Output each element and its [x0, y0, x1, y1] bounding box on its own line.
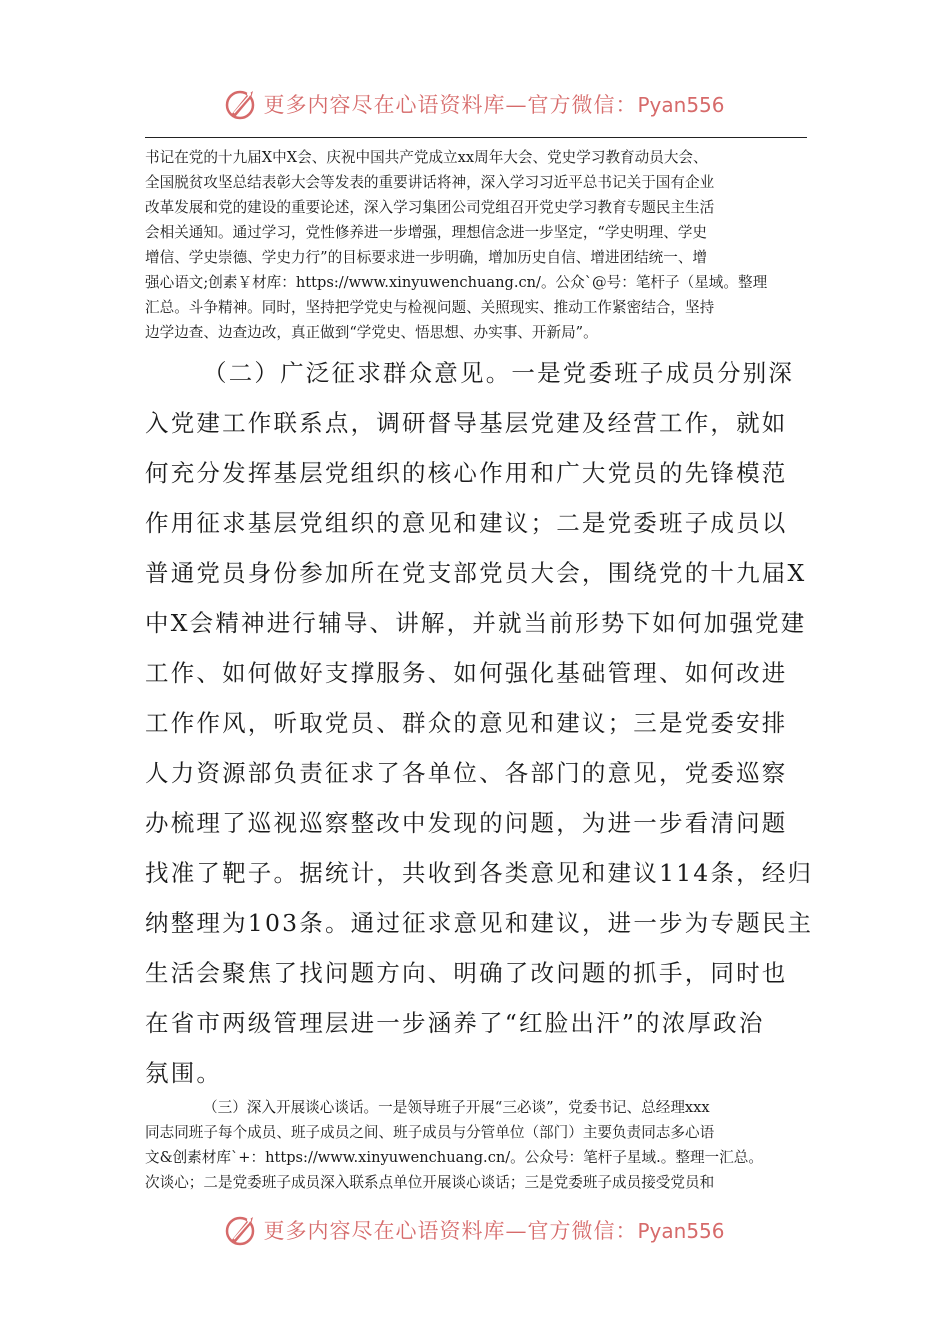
paragraph-line: 氛围。 [145, 1059, 223, 1087]
paragraph-line: 作用征求基层党组织的意见和建议；二是党委班子成员以 [145, 509, 788, 537]
paragraph-line: 工作作风，听取党员、群众的意见和建议；三是党委安排 [145, 709, 788, 737]
paragraph-line: 汇总。斗争精神。同时，坚持把学党史与检视问题、关照现实、推动工作紧密结合，坚持 [145, 299, 715, 316]
paragraph-line: 入党建工作联系点，调研督导基层党建及经营工作，就如 [145, 409, 788, 437]
header-banner-id: Pyan556 [637, 93, 725, 117]
paragraph-line: 文&创素材库`+：https://www.xinyuwenchuang.cn/。公众号：笔杆子星域.。整理一汇总。 [145, 1149, 763, 1166]
footer-banner-text: 更多内容尽在心语资料库—官方微信：Pyan556 [263, 1219, 725, 1243]
paragraph-line: （二）广泛征求群众意见。一是党委班子成员分别深 [203, 359, 795, 387]
paragraph-line: 全国脱贫攻坚总结表彰大会等发表的重要讲话将神，深入学习习近平总书记关于国有企业 [145, 174, 715, 191]
paragraph-line: 办梳理了巡视巡察整改中发现的问题，为进一步看清问题 [145, 809, 788, 837]
paragraph-line: 在省市两级管理层进一步涵养了“红脸出汗”的浓厚政治 [145, 1009, 765, 1037]
paragraph-3 [145, 1095, 807, 1195]
header-divider [145, 137, 807, 138]
paragraph-line: 增信、学史崇德、学史力行”的目标要求进一步明确，增加历史自信、增进团结统一、增 [145, 249, 708, 266]
pen-nib-logo-icon [225, 1213, 259, 1247]
paragraph-line: 次谈心；二是党委班子成员深入联系点单位开展谈心谈话；三是党委班子成员接受党员和 [145, 1174, 715, 1191]
paragraph-line: （三）深入开展谈心谈话。一是领导班子开展“三必谈”，党委书记、总经理xxx [203, 1099, 710, 1116]
footer-banner [0, 1208, 950, 1252]
paragraph-line: 改革发展和党的建设的重要论述，深入学习集团公司党组召开党史学习教育专题民主生活 [145, 199, 715, 216]
header-banner [0, 82, 950, 126]
paragraph-line: 边学边查、边查边改，真正做到“学党史、悟思想、办实事、开新局”。 [145, 324, 598, 341]
header-banner-text: 更多内容尽在心语资料库—官方微信：Pyan556 [263, 93, 725, 117]
paragraph-1 [145, 145, 807, 345]
paragraph-line: 同志同班子每个成员、班子成员之间、班子成员与分管单位（部门）主要负责同志多心语 [145, 1124, 715, 1141]
paragraph-line: 纳整理为103条。通过征求意见和建议，进一步为专题民主 [145, 909, 814, 937]
footer-banner-id: Pyan556 [637, 1219, 725, 1243]
pen-nib-logo-icon [225, 87, 259, 121]
paragraph-2 [145, 348, 814, 1098]
paragraph-line: 人力资源部负责征求了各单位、各部门的意见，党委巡察 [145, 759, 788, 787]
paragraph-line: 会相关通知。通过学习，党性修养进一步增强，理想信念进一步坚定，“学史明理、学史 [145, 224, 708, 241]
paragraph-line: 工作、如何做好支撑服务、如何强化基础管理、如何改进 [145, 659, 788, 687]
paragraph-line: 强心语文;创素￥材库：https://www.xinyuwenchuang.cn/。公众`@号：笔杆子（星域。整理 [145, 274, 768, 291]
paragraph-line: 中X会精神进行辅导、讲解，并就当前形势下如何加强党建 [145, 609, 807, 637]
paragraph-line: 普通党员身份参加所在党支部党员大会，围绕党的十九届X [145, 559, 807, 587]
paragraph-line: 找准了靶子。据统计，共收到各类意见和建议114条，经归 [145, 859, 814, 887]
paragraph-line: 生活会聚焦了找问题方向、明确了改问题的抓手，同时也 [145, 959, 788, 987]
paragraph-line: 何充分发挥基层党组织的核心作用和广大党员的先锋模范 [145, 459, 788, 487]
paragraph-line: 书记在党的十九届X中X会、庆祝中国共产党成立xx周年大会、党史学习教育动员大会、 [145, 149, 708, 166]
